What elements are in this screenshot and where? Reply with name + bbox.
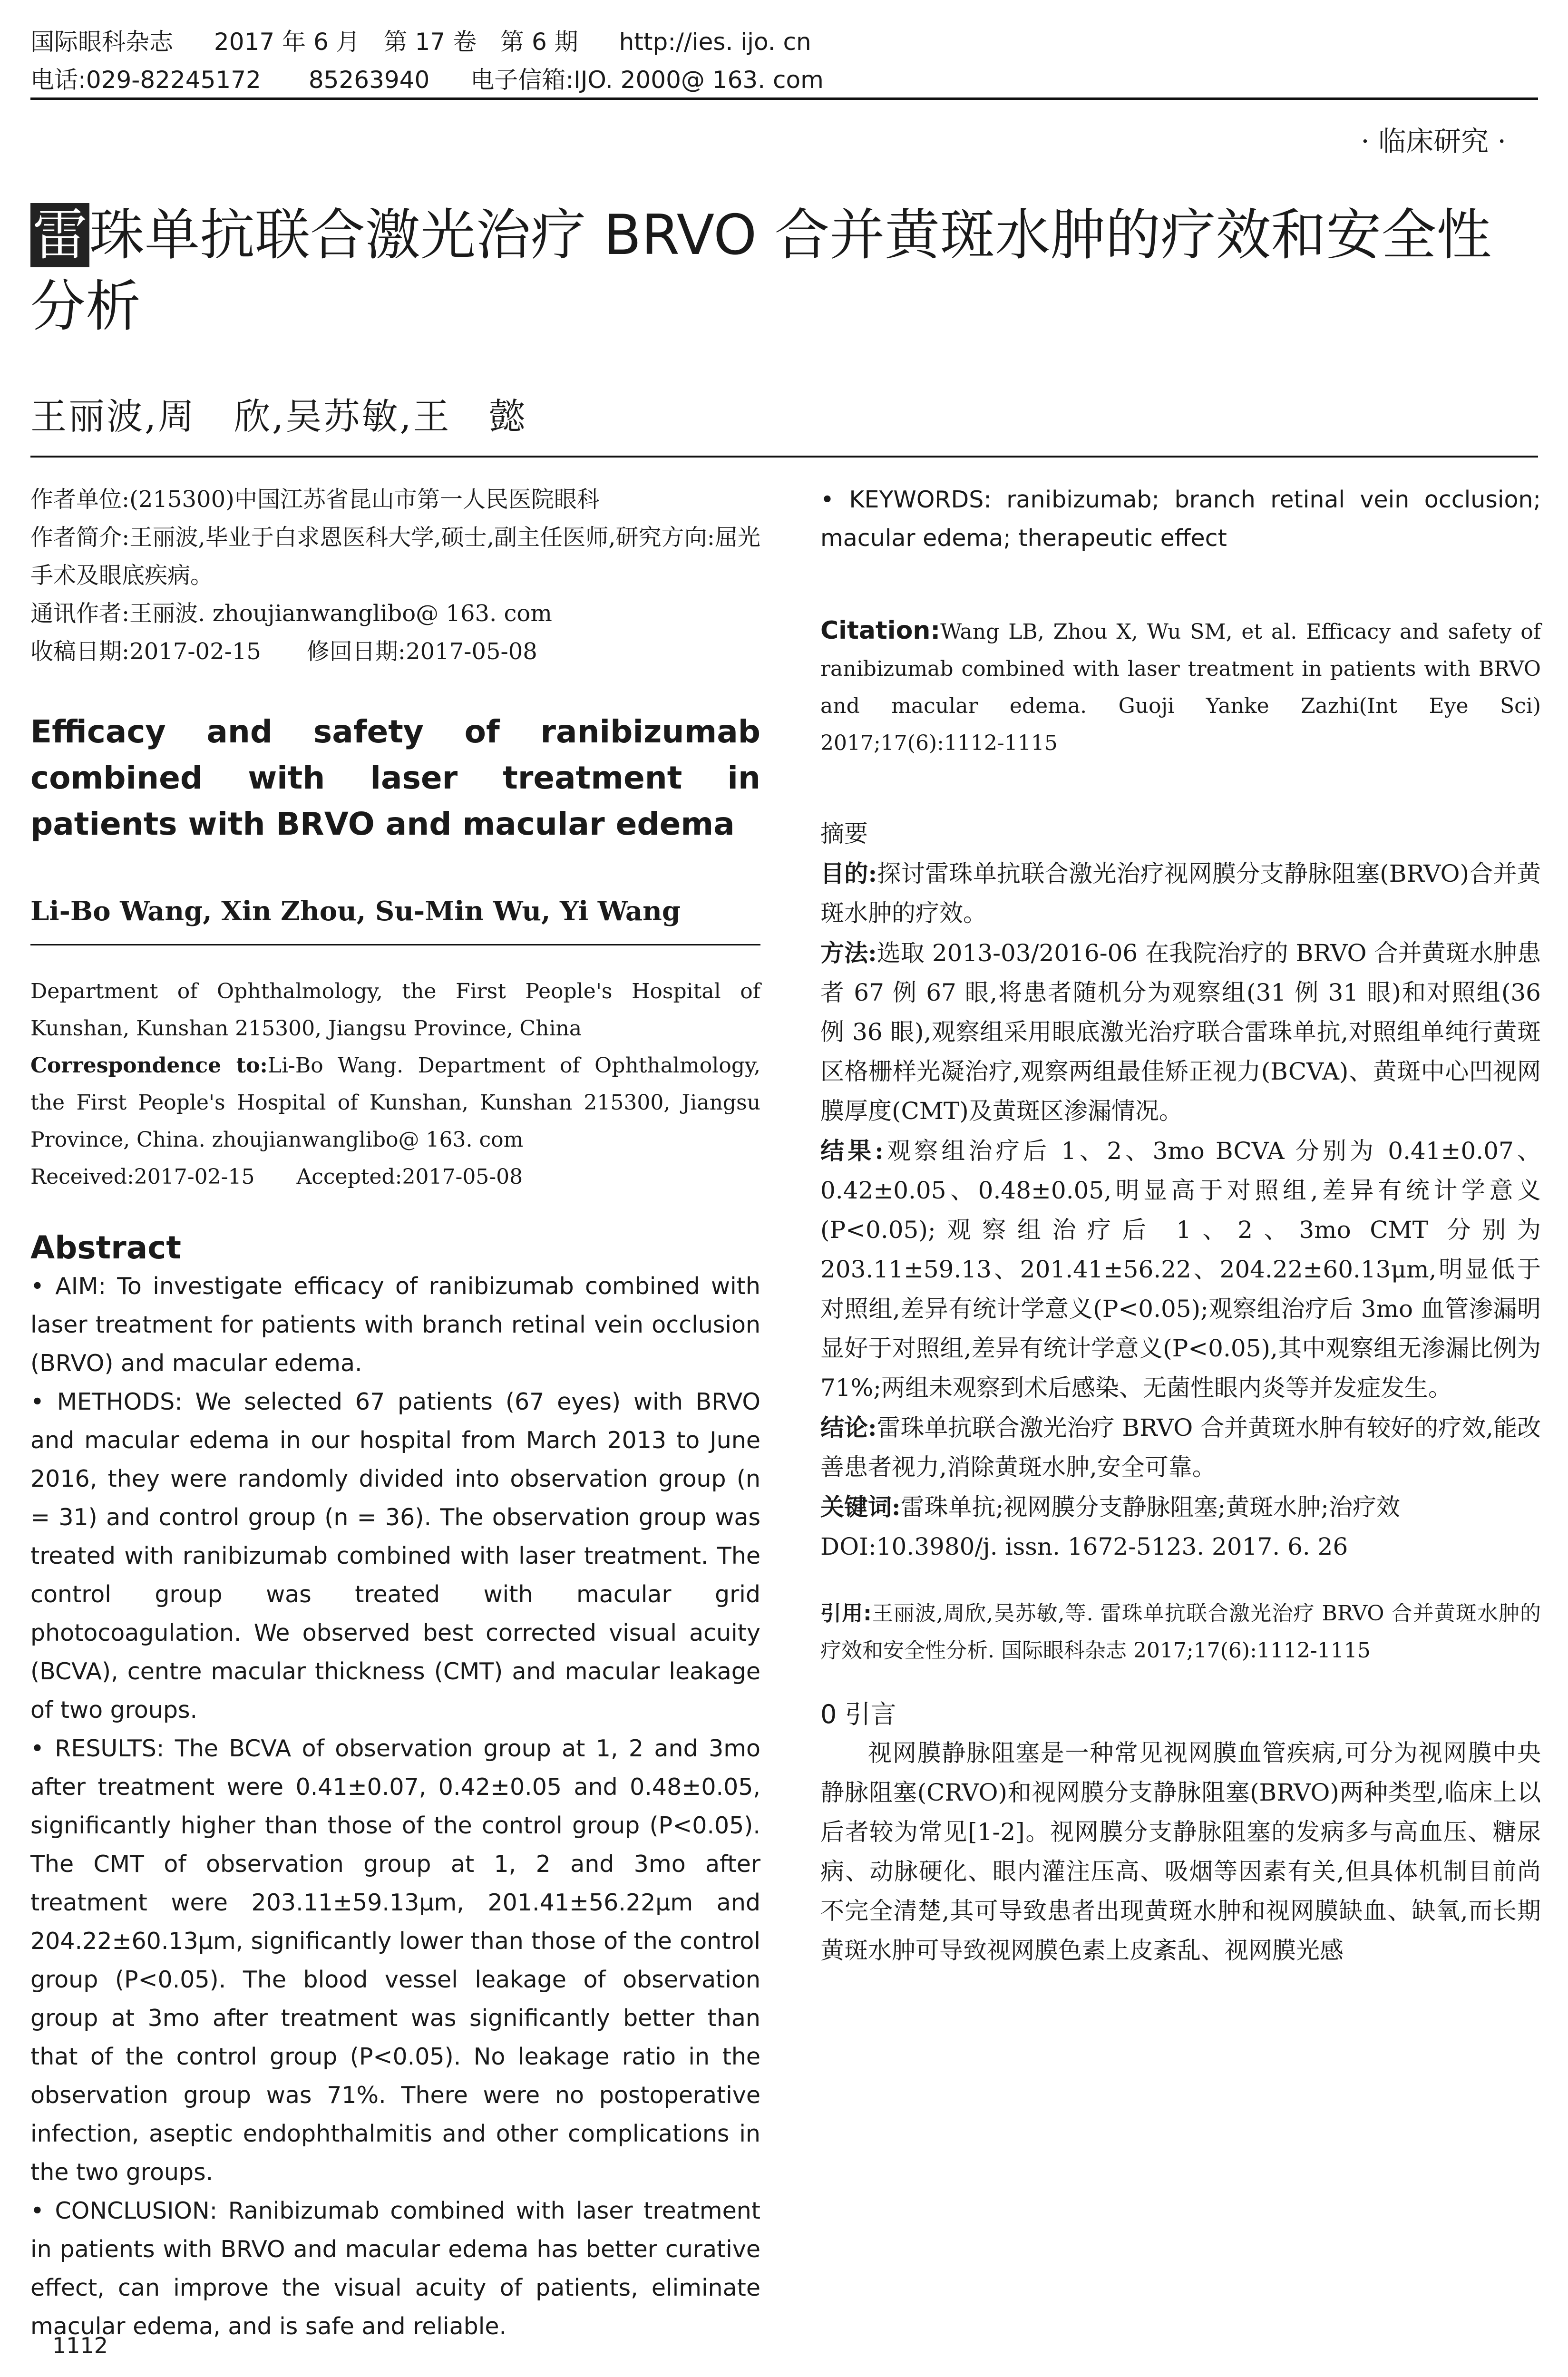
cn-methods bbox=[820, 933, 1541, 1131]
abstract-keywords: • KEYWORDS: ranibizumab; branch retinal vein occlusion; macular edema; therapeutic effect bbox=[820, 486, 1541, 552]
english-affiliation: Department of Ophthalmology, the First People's Hospital of Kunshan, Kunshan 215300, Jiangsu Province, China bbox=[30, 979, 760, 1041]
abstract-conclusion: • CONCLUSION: Ranibizumab combined with laser treatment in patients with BRVO and macular edema has better curative effect, can improve the visual acuity of patients, eliminate macular edema, and is safe and reliable. bbox=[30, 2197, 760, 2340]
cn-keywords-text: 雷珠单抗;视网膜分支静脉阻塞;黄斑水肿;治疗效 bbox=[900, 1493, 1401, 1521]
cn-conclusion-text: 雷珠单抗联合激光治疗 BRVO 合并黄斑水肿有较好的疗效,能改善患者视力,消除黄斑水肿,安全可靠。 bbox=[820, 1414, 1541, 1481]
cn-conclusion-label: 结论: bbox=[820, 1413, 877, 1442]
abstract-aim: • AIM: To investigate efficacy of ranibizumab combined with laser treatment for patients with branch retinal vein occlusion (BRVO) and macular edema. bbox=[30, 1273, 760, 1377]
cn-results bbox=[820, 1131, 1541, 1408]
cn-citation-block bbox=[820, 1595, 1541, 1669]
cn-aim bbox=[820, 854, 1541, 933]
journal-name: 国际眼科杂志 bbox=[30, 28, 173, 56]
journal-phone: 电话:029-82245172 85263940 bbox=[30, 66, 430, 94]
en-authors-rule bbox=[30, 944, 760, 945]
title-highlight-char: 雷 bbox=[30, 203, 89, 267]
journal-url[interactable]: http://ies. ijo. cn bbox=[619, 28, 811, 56]
citation-text: Wang LB, Zhou X, Wu SM, et al. Efficacy and safety of ranibizumab combined with laser treatment in patients with BRVO and macular edema. Guoji Yanke Zazhi(Int Eye Sci) 2017;17(6):1112-1115 bbox=[820, 620, 1541, 755]
left-column bbox=[30, 480, 760, 2346]
cn-results-label: 结果: bbox=[820, 1137, 884, 1165]
journal-issue: 2017 年 6 月 第 17 卷 第 6 期 bbox=[214, 28, 578, 56]
cn-citation-text: 王丽波,周欣,吴苏敏,等. 雷珠单抗联合激光治疗 BRVO 合并黄斑水肿的疗效和安全性分析. 国际眼科杂志 2017;17(6):1112-1115 bbox=[820, 1601, 1541, 1663]
bio-cn: 作者简介:王丽波,毕业于白求恩医科大学,硕士,副主任医师,研究方向:屈光手术及眼底疾病。 bbox=[30, 524, 760, 589]
journal-email: 电子信箱:IJO. 2000@ 163. com bbox=[470, 66, 824, 94]
correspondence-cn: 通讯作者:王丽波. zhoujianwanglibo@ 163. com bbox=[30, 600, 552, 627]
cn-doi[interactable]: DOI:10.3980/j. issn. 1672-5123. 2017. 6. 26 bbox=[820, 1533, 1348, 1560]
meta-cn bbox=[30, 480, 760, 671]
page-number: 1112 bbox=[52, 2333, 108, 2358]
cn-keywords bbox=[820, 1487, 1541, 1527]
dates-cn: 收稿日期:2017-02-15 修回日期:2017-05-08 bbox=[30, 638, 537, 665]
journal-header-line1 bbox=[30, 23, 845, 57]
english-title: Efficacy and safety of ranibizumab combined with laser treatment in patients with BRVO and macular edema bbox=[30, 713, 760, 842]
abstract-heading: Abstract bbox=[30, 1229, 181, 1266]
intro-heading: 0 引言 bbox=[820, 1699, 896, 1729]
cn-keywords-label: 关键词: bbox=[820, 1493, 901, 1521]
english-dates: Received:2017-02-15 Accepted:2017-05-08 bbox=[30, 1165, 523, 1189]
journal-header-line2 bbox=[30, 61, 857, 95]
cn-conclusion bbox=[820, 1408, 1541, 1487]
citation-label: Citation: bbox=[820, 616, 941, 645]
intro-text: 视网膜静脉阻塞是一种常见视网膜血管疾病,可分为视网膜中央静脉阻塞(CRVO)和视网膜分支静脉阻塞(BRVO)两种类型,临床上以后者较为常见[1-2]。视网膜分支静脉阻塞的发病多与高血压、糖尿病、动脉硬化、眼内灌注压高、吸烟等因素有关,但具体机制目前尚不完全清楚,其可导致患者出现黄斑水肿和视网膜缺血、缺氧,而长期黄斑水肿可导致视网膜色素上皮紊乱、视网膜光感 bbox=[820, 1739, 1541, 1964]
title-text: 珠单抗联合激光治疗 BRVO 合并黄斑水肿的疗效和安全性分析 bbox=[30, 203, 1492, 339]
right-column bbox=[820, 480, 1541, 1970]
abstract-results: • RESULTS: The BCVA of observation group at 1, 2 and 3mo after treatment were 0.41±0.07, 0.42±0.05 and 0.48±0.05, significantly higher than those of the control group (P<0.05). The CMT of observation group at 1, 2 and 3mo after treatment were 203.11±59.13μm, 201.41±56.22μm and 204.22±60.13μm, significantly lower than those of the control group (P<0.05). The blood vessel leakage of observation group at 3mo after treatment was significantly better than that of the control group (P<0.05). No leakage ratio in the observation group was 71%. There were no postoperative infection, aseptic endophthalmitis and other complications in the two groups. bbox=[30, 1735, 760, 2186]
header-rule bbox=[30, 97, 1538, 100]
authors-rule bbox=[30, 456, 1538, 458]
affiliation-cn: 作者单位:(215300)中国江苏省昆山市第一人民医院眼科 bbox=[30, 486, 600, 513]
cn-abstract bbox=[820, 814, 1541, 1567]
correspondence-label: Correspondence to: bbox=[30, 1053, 268, 1078]
cn-aim-text: 探讨雷珠单抗联合激光治疗视网膜分支静脉阻塞(BRVO)合并黄斑水肿的疗效。 bbox=[820, 860, 1541, 927]
citation-block bbox=[820, 612, 1541, 762]
cn-aim-label: 目的: bbox=[820, 859, 877, 887]
cn-methods-label: 方法: bbox=[820, 939, 877, 967]
cn-abstract-heading: 摘要 bbox=[820, 820, 868, 848]
english-authors: Li-Bo Wang, Xin Zhou, Su-Min Wu, Yi Wang bbox=[30, 896, 681, 927]
section-tag: · 临床研究 · bbox=[1361, 125, 1506, 157]
english-meta bbox=[30, 973, 760, 1196]
cn-results-text: 观察组治疗后 1、2、3mo BCVA 分别为 0.41±0.07、0.42±0.05、0.48±0.05,明显高于对照组,差异有统计学意义(P<0.05);观察组治疗后 1、2、3mo CMT 分别为 203.11±59.13、201.41±56.22、204.22±60.13μm,明显低于对照组,差异有统计学意义(P<0.05);观察组治疗后 3mo 血管渗漏明显好于对照组,差异有统计学意义(P<0.05),其中观察组无渗漏比例为 71%;两组未观察到术后感染、无菌性眼内炎等并发症发生。 bbox=[820, 1137, 1541, 1402]
authors-cn: 王丽波,周 欣,吴苏敏,王 懿 bbox=[30, 395, 527, 438]
cn-citation-label: 引用: bbox=[820, 1601, 872, 1626]
english-correspondence bbox=[30, 1047, 760, 1159]
abstract-methods: • METHODS: We selected 67 patients (67 eyes) with BRVO and macular edema in our hospital from March 2013 to June 2016, they were randomly divided into observation group (n = 31) and control group (n = 36). The observation group was treated with ranibizumab combined with laser treatment. The control group was treated with macular grid photocoagulation. We observed best corrected visual acuity (BCVA), centre macular thickness (CMT) and macular leakage of two groups. bbox=[30, 1388, 760, 1724]
cn-methods-text: 选取 2013-03/2016-06 在我院治疗的 BRVO 合并黄斑水肿患者 67 例 67 眼,将患者随机分为观察组(31 例 31 眼)和对照组(36 例 36 眼),观察组采用眼底激光治疗联合雷珠单抗,对照组单纯行黄斑区格栅样光凝治疗,观察两组最佳矫正视力(BCVA)、黄斑中心凹视网膜厚度(CMT)及黄斑区渗漏情况。 bbox=[820, 939, 1541, 1125]
correspondence-text: Li-Bo Wang. Department of Ophthalmology, the First People's Hospital of Kunshan, Kunshan 215300, Jiangsu Province, China. zhoujianwanglibo@ 163. com bbox=[30, 1053, 760, 1152]
paper-title bbox=[30, 200, 1543, 342]
abstract-body bbox=[30, 1267, 760, 2346]
